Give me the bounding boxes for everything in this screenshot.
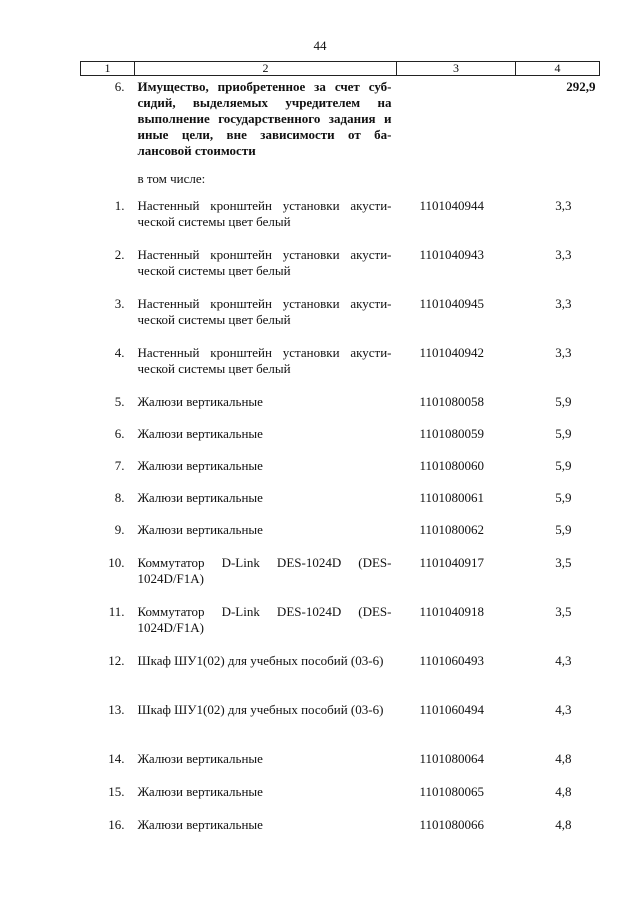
row-name: Настенный кронштейн установки акусти-ческой системы цвет белый [137, 198, 392, 229]
row-value: 3,5 [555, 555, 572, 570]
table-row [81, 555, 600, 604]
row-number: 14. [108, 751, 125, 766]
row-code: 1101040943 [419, 247, 485, 262]
table-row [81, 702, 600, 751]
property-table [80, 61, 600, 849]
row-name: Жалюзи вертикальные [137, 817, 263, 832]
row-code: 1101040945 [419, 296, 485, 311]
row-value: 3,3 [555, 296, 572, 311]
document-table-container [80, 61, 599, 849]
row-number: 3. [114, 296, 125, 311]
row-value: 5,9 [555, 490, 572, 505]
row-number: 15. [108, 784, 125, 799]
row-number: 1. [114, 198, 125, 213]
group-name: Имущество, приобретенное за счет суб-сидий, выделяемых учредителем на выполнение государственного задания и иные цели, вне зависимости от ба-лансовой стоимости [137, 79, 392, 158]
table-row [81, 247, 600, 296]
row-name: Настенный кронштейн установки акусти-ческой системы цвет белый [137, 247, 392, 278]
row-name: Шкаф ШУ1(02) для учебных пособий (03-6) [137, 653, 384, 668]
header-col-2: 2 [135, 62, 397, 76]
table-row [81, 784, 600, 817]
row-name: Жалюзи вертикальные [137, 784, 263, 799]
table-row [81, 458, 600, 490]
row-value: 5,9 [555, 426, 572, 441]
row-code: 1101060493 [419, 653, 485, 668]
row-code: 1101080059 [419, 426, 485, 441]
row-value: 4,3 [555, 702, 572, 717]
table-row [81, 751, 600, 784]
header-col-3: 3 [397, 62, 516, 76]
row-number: 4. [114, 345, 125, 360]
table-row [81, 426, 600, 458]
row-number: 6. [114, 426, 125, 441]
row-code: 1101080066 [419, 817, 485, 832]
row-value: 5,9 [555, 394, 572, 409]
row-value: 3,3 [555, 345, 572, 360]
header-col-1: 1 [81, 62, 135, 76]
table-row [81, 394, 600, 426]
group-value: 292,9 [566, 79, 596, 94]
table-header [81, 62, 600, 76]
row-name: Настенный кронштейн установки акусти-ческой системы цвет белый [137, 296, 392, 327]
table-row [81, 296, 600, 345]
row-number: 9. [114, 522, 125, 537]
row-name: Жалюзи вертикальные [137, 490, 263, 505]
row-name: Жалюзи вертикальные [137, 522, 263, 537]
row-code: 1101040918 [419, 604, 485, 619]
row-number: 5. [114, 394, 125, 409]
row-name: Жалюзи вертикальные [137, 394, 263, 409]
row-name: Коммутатор D-Link DES-1024D (DES-1024D/F1A) [137, 604, 392, 635]
row-code: 1101080064 [419, 751, 485, 766]
row-code: 1101040942 [419, 345, 485, 360]
row-value: 3,3 [555, 198, 572, 213]
row-number: 13. [108, 702, 125, 717]
header-row [81, 62, 600, 76]
row-value: 4,3 [555, 653, 572, 668]
row-value: 4,8 [555, 817, 572, 832]
row-value: 5,9 [555, 458, 572, 473]
row-name: Коммутатор D-Link DES-1024D (DES-1024D/F1A) [137, 555, 392, 586]
table-row [81, 522, 600, 555]
row-code: 1101080065 [419, 784, 485, 799]
group-number: 6. [114, 79, 125, 94]
table-row [81, 653, 600, 702]
row-value: 3,5 [555, 604, 572, 619]
row-value: 3,3 [555, 247, 572, 262]
row-code: 1101080061 [419, 490, 485, 505]
row-number: 16. [108, 817, 125, 832]
row-name: Жалюзи вертикальные [137, 458, 263, 473]
row-number: 10. [108, 555, 125, 570]
row-name: Настенный кронштейн установки акусти-ческой системы цвет белый [137, 345, 392, 376]
row-value: 4,8 [555, 784, 572, 799]
table-row [81, 490, 600, 522]
table-row [81, 817, 600, 849]
row-code: 1101040944 [419, 198, 485, 213]
row-number: 12. [108, 653, 125, 668]
row-name: Жалюзи вертикальные [137, 426, 263, 441]
row-code: 1101040917 [419, 555, 485, 570]
group-code [397, 76, 516, 172]
row-number: 2. [114, 247, 125, 262]
row-value: 4,8 [555, 751, 572, 766]
table-row [81, 604, 600, 653]
row-code: 1101080060 [419, 458, 485, 473]
row-name: Шкаф ШУ1(02) для учебных пособий (03-6) [137, 702, 384, 717]
row-number: 7. [114, 458, 125, 473]
row-number: 8. [114, 490, 125, 505]
group-subtitle: в том числе: [137, 171, 206, 186]
row-code: 1101060494 [419, 702, 485, 717]
group-row [81, 76, 600, 172]
row-value: 5,9 [555, 522, 572, 537]
header-col-4: 4 [516, 62, 600, 76]
row-code: 1101080062 [419, 522, 485, 537]
row-name: Жалюзи вертикальные [137, 751, 263, 766]
row-code: 1101080058 [419, 394, 485, 409]
row-number: 11. [108, 604, 125, 619]
table-row [81, 198, 600, 247]
table-row [81, 345, 600, 394]
page-number: 44 [313, 38, 327, 53]
table-body [81, 76, 600, 850]
subtitle-row [81, 171, 600, 198]
